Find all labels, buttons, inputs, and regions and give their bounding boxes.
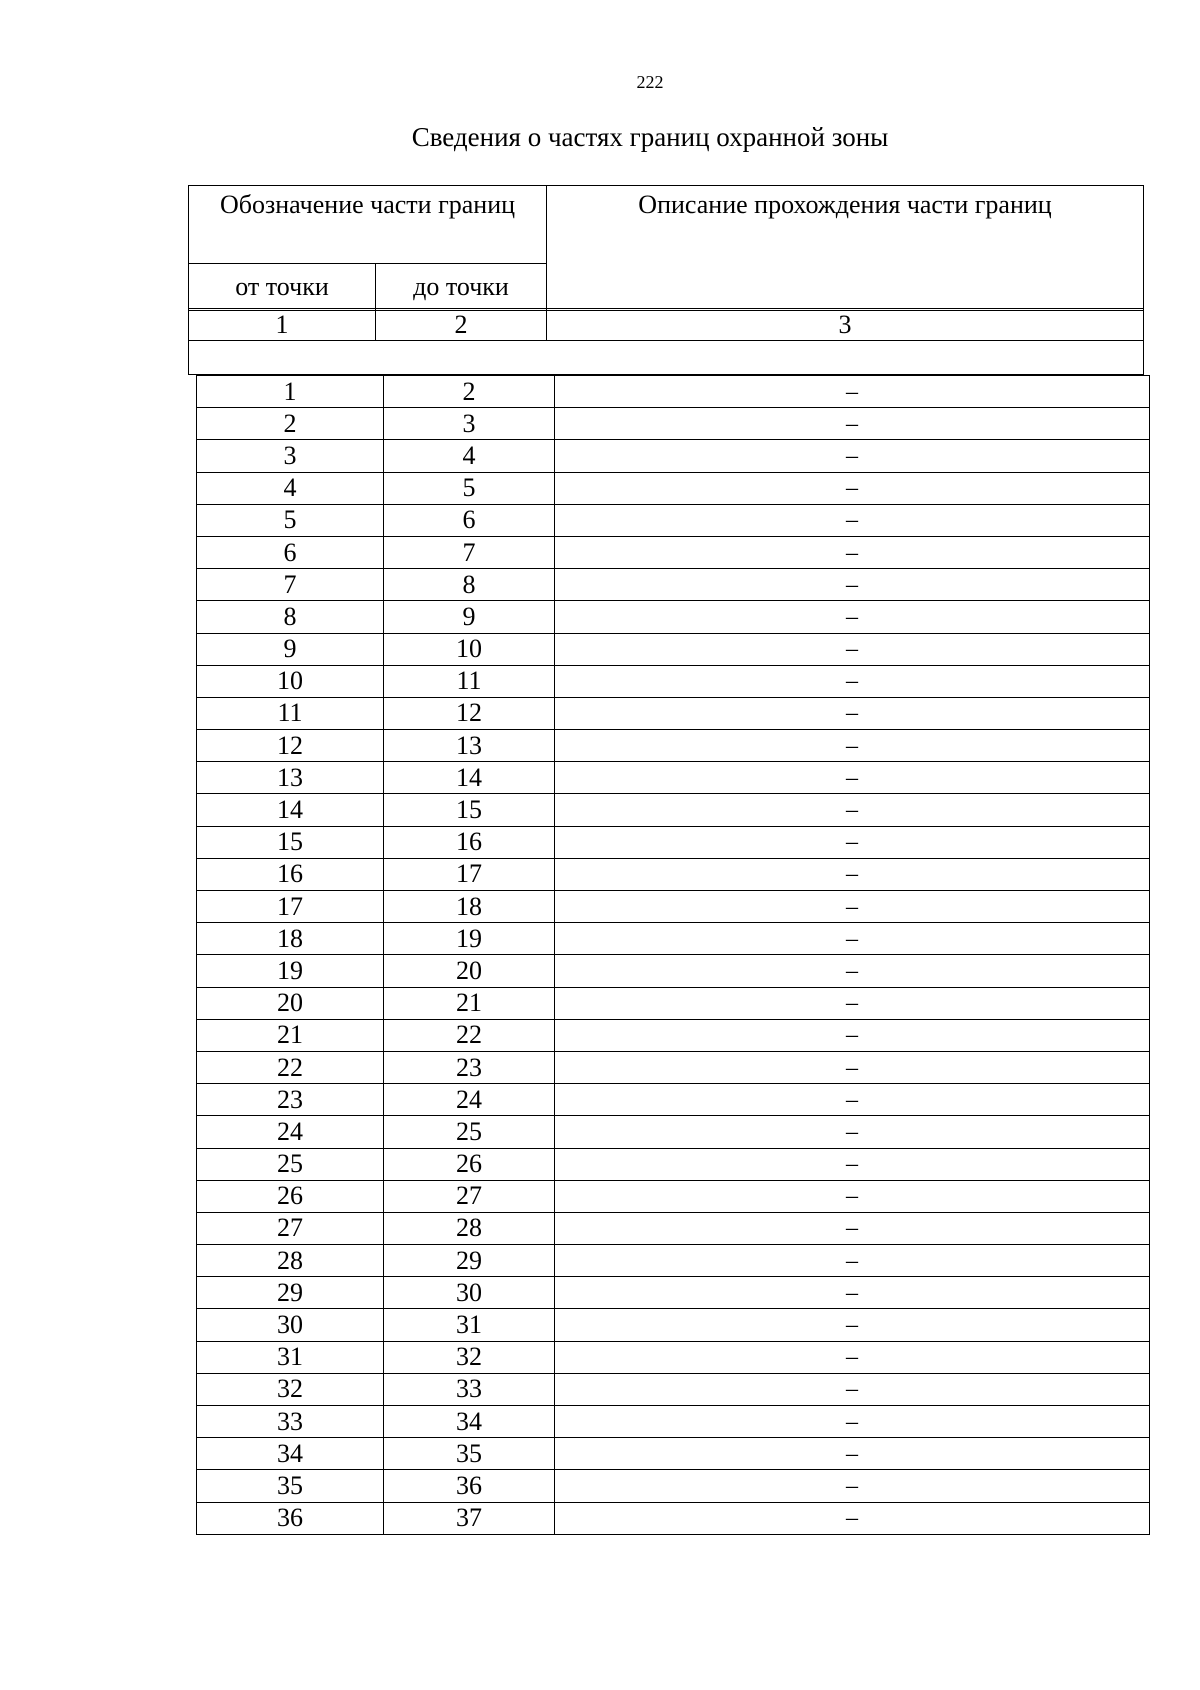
from-point-cell: 17 — [197, 891, 384, 923]
from-point-cell: 12 — [197, 730, 384, 762]
table-row — [197, 1116, 1150, 1148]
to-point-cell: 26 — [384, 1148, 555, 1180]
document-title: Сведения о частях границ охранной зоны — [411, 122, 889, 152]
to-point-cell: 12 — [384, 697, 555, 729]
description-cell: – — [555, 472, 1150, 504]
description-cell: – — [555, 987, 1150, 1019]
table-row — [197, 601, 1150, 633]
to-point-cell: 15 — [384, 794, 555, 826]
table-row — [197, 1341, 1150, 1373]
to-point-cell: 31 — [384, 1309, 555, 1341]
from-point-cell: 36 — [197, 1502, 384, 1534]
to-point-cell: 33 — [384, 1373, 555, 1405]
to-point-cell: 4 — [384, 440, 555, 472]
from-point-cell: 24 — [197, 1116, 384, 1148]
to-point-cell: 29 — [384, 1245, 555, 1277]
table-row — [197, 665, 1150, 697]
empty-section-cell — [189, 341, 1144, 375]
to-point-cell: 37 — [384, 1502, 555, 1534]
to-point-cell: 34 — [384, 1406, 555, 1438]
table-row — [197, 1309, 1150, 1341]
description-cell: – — [555, 1406, 1150, 1438]
to-point-cell: 23 — [384, 1051, 555, 1083]
from-point-cell: 26 — [197, 1180, 384, 1212]
header-to-point: до точки — [376, 264, 547, 311]
to-point-cell: 9 — [384, 601, 555, 633]
from-point-cell: 7 — [197, 569, 384, 601]
from-point-cell: 22 — [197, 1051, 384, 1083]
to-point-cell: 19 — [384, 923, 555, 955]
table-row — [197, 1502, 1150, 1534]
description-cell: – — [555, 826, 1150, 858]
header-from-point: от точки — [189, 264, 376, 311]
header-boundary-description: Описание прохождения части границ — [547, 186, 1144, 311]
header-boundary-designation: Обозначение части границ — [189, 186, 547, 264]
from-point-cell: 10 — [197, 665, 384, 697]
to-point-cell: 22 — [384, 1019, 555, 1051]
column-number: 1 — [189, 309, 376, 341]
from-point-cell: 14 — [197, 794, 384, 826]
from-point-cell: 31 — [197, 1341, 384, 1373]
table-row — [197, 730, 1150, 762]
to-point-cell: 32 — [384, 1341, 555, 1373]
to-point-cell: 11 — [384, 665, 555, 697]
table-row — [197, 987, 1150, 1019]
description-cell: – — [555, 1084, 1150, 1116]
table-row — [197, 504, 1150, 536]
description-cell: – — [555, 955, 1150, 987]
description-cell: – — [555, 1019, 1150, 1051]
table-row — [197, 472, 1150, 504]
table-row — [197, 408, 1150, 440]
to-point-cell: 7 — [384, 536, 555, 568]
from-point-cell: 4 — [197, 472, 384, 504]
from-point-cell: 34 — [197, 1438, 384, 1470]
table-row — [197, 1212, 1150, 1244]
table-row — [197, 891, 1150, 923]
description-cell: – — [555, 1212, 1150, 1244]
to-point-cell: 30 — [384, 1277, 555, 1309]
description-cell: – — [555, 730, 1150, 762]
from-point-cell: 6 — [197, 536, 384, 568]
description-cell: – — [555, 1502, 1150, 1534]
table-row — [197, 762, 1150, 794]
table-row — [197, 1373, 1150, 1405]
table-row — [197, 1051, 1150, 1083]
table-row — [197, 440, 1150, 472]
from-point-cell: 23 — [197, 1084, 384, 1116]
to-point-cell: 20 — [384, 955, 555, 987]
description-cell: – — [555, 1116, 1150, 1148]
description-cell: – — [555, 697, 1150, 729]
table-row — [197, 633, 1150, 665]
table-row — [197, 794, 1150, 826]
description-cell: – — [555, 665, 1150, 697]
table-row — [197, 955, 1150, 987]
table-row — [197, 1084, 1150, 1116]
from-point-cell: 2 — [197, 408, 384, 440]
from-point-cell: 18 — [197, 923, 384, 955]
description-cell: – — [555, 858, 1150, 890]
table-row — [197, 569, 1150, 601]
table-row — [197, 1406, 1150, 1438]
to-point-cell: 18 — [384, 891, 555, 923]
to-point-cell: 35 — [384, 1438, 555, 1470]
description-cell: – — [555, 762, 1150, 794]
description-cell: – — [555, 1470, 1150, 1502]
to-point-cell: 21 — [384, 987, 555, 1019]
table-row — [197, 1180, 1150, 1212]
table-row — [197, 1438, 1150, 1470]
from-point-cell: 9 — [197, 633, 384, 665]
to-point-cell: 24 — [384, 1084, 555, 1116]
description-cell: – — [555, 633, 1150, 665]
to-point-cell: 17 — [384, 858, 555, 890]
description-cell: – — [555, 569, 1150, 601]
column-number: 2 — [376, 309, 547, 341]
from-point-cell: 19 — [197, 955, 384, 987]
description-cell: – — [555, 504, 1150, 536]
from-point-cell: 28 — [197, 1245, 384, 1277]
description-cell: – — [555, 794, 1150, 826]
to-point-cell: 25 — [384, 1116, 555, 1148]
description-cell: – — [555, 408, 1150, 440]
to-point-cell: 14 — [384, 762, 555, 794]
to-point-cell: 5 — [384, 472, 555, 504]
description-cell: – — [555, 440, 1150, 472]
from-point-cell: 29 — [197, 1277, 384, 1309]
table-row — [197, 376, 1150, 408]
page-number: 222 — [636, 72, 664, 92]
description-cell: – — [555, 1373, 1150, 1405]
from-point-cell: 35 — [197, 1470, 384, 1502]
from-point-cell: 16 — [197, 858, 384, 890]
to-point-cell: 27 — [384, 1180, 555, 1212]
column-number: 3 — [547, 309, 1144, 341]
description-cell: – — [555, 891, 1150, 923]
column-number-row — [189, 309, 1144, 341]
table-header — [188, 185, 1144, 311]
table-row — [197, 536, 1150, 568]
description-cell: – — [555, 601, 1150, 633]
description-cell: – — [555, 536, 1150, 568]
table-row — [197, 1277, 1150, 1309]
from-point-cell: 20 — [197, 987, 384, 1019]
description-cell: – — [555, 1438, 1150, 1470]
to-point-cell: 16 — [384, 826, 555, 858]
to-point-cell: 2 — [384, 376, 555, 408]
to-point-cell: 8 — [384, 569, 555, 601]
empty-section-row — [189, 341, 1144, 375]
from-point-cell: 25 — [197, 1148, 384, 1180]
table-row — [197, 697, 1150, 729]
boundary-parts-table — [196, 375, 1150, 1535]
table-row — [197, 1245, 1150, 1277]
from-point-cell: 27 — [197, 1212, 384, 1244]
description-cell: – — [555, 923, 1150, 955]
column-number-table — [188, 308, 1144, 375]
table-row — [197, 1019, 1150, 1051]
table-row — [197, 1148, 1150, 1180]
description-cell: – — [555, 1148, 1150, 1180]
description-cell: – — [555, 1309, 1150, 1341]
from-point-cell: 30 — [197, 1309, 384, 1341]
from-point-cell: 32 — [197, 1373, 384, 1405]
to-point-cell: 36 — [384, 1470, 555, 1502]
description-cell: – — [555, 1277, 1150, 1309]
to-point-cell: 13 — [384, 730, 555, 762]
from-point-cell: 3 — [197, 440, 384, 472]
description-cell: – — [555, 1245, 1150, 1277]
from-point-cell: 8 — [197, 601, 384, 633]
from-point-cell: 15 — [197, 826, 384, 858]
from-point-cell: 5 — [197, 504, 384, 536]
from-point-cell: 21 — [197, 1019, 384, 1051]
to-point-cell: 3 — [384, 408, 555, 440]
to-point-cell: 10 — [384, 633, 555, 665]
description-cell: – — [555, 1051, 1150, 1083]
from-point-cell: 11 — [197, 697, 384, 729]
from-point-cell: 1 — [197, 376, 384, 408]
to-point-cell: 28 — [384, 1212, 555, 1244]
table-row — [197, 923, 1150, 955]
from-point-cell: 13 — [197, 762, 384, 794]
description-cell: – — [555, 376, 1150, 408]
table-row — [197, 1470, 1150, 1502]
table-row — [197, 858, 1150, 890]
to-point-cell: 6 — [384, 504, 555, 536]
description-cell: – — [555, 1180, 1150, 1212]
description-cell: – — [555, 1341, 1150, 1373]
table-row — [197, 826, 1150, 858]
from-point-cell: 33 — [197, 1406, 384, 1438]
